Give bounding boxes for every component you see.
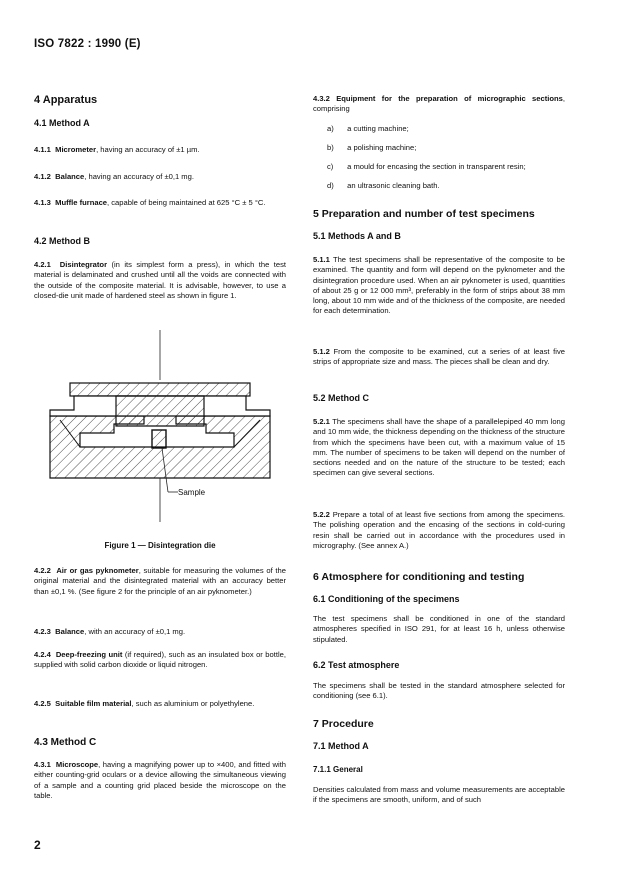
page-number: 2 [34,838,41,852]
figure-1-caption: Figure 1 — Disintegration die [104,541,216,550]
para-4-2-3: 4.2.3 Balance, with an accuracy of ±0,1 mg. [34,627,186,636]
para-4-2-4: 4.2.4 Deep-freezing unit (if required), such as an insulated box or bottle, supplied with solid carbon dioxide or liquid nitrogen. [34,650,286,670]
para-7-1-1: Densities calculated from mass and volume measurements are acceptable if the specimens are smooth, uniform, and of such [313,785,565,805]
para-6-1: The test specimens shall be conditioned in one of the standard atmospheres specified in ISO 291, for at least 16 h, unless otherwise stipulated. [313,614,565,644]
section-4-1-title: 4.1 Method A [34,118,90,128]
section-6-2-title: 6.2 Test atmosphere [313,660,400,670]
para-5-2-2: 5.2.2 Prepare a total of at least five sections from among the specimens. The polishing operation and the encasing of the sections in cold-curing resin shall be carried out in accordance with the procedures used in micrography. (See annex A.) [313,510,565,550]
list-item: c) a mould for encasing the section in transparent resin; [327,162,526,171]
sample-block [152,430,166,448]
list-item: d) an ultrasonic cleaning bath. [327,181,440,190]
section-5-title: 5 Preparation and number of test specimens [313,208,535,220]
equipment-list [313,124,565,191]
para-4-3-1: 4.3.1 Microscope, having a magnifying power up to ×400, and fitted with either counting-grid oculars or a device allowing the simultaneous viewing of a sample and a counting grid placed beside the microscope on the table. [34,760,286,800]
punch-plunger [116,396,204,426]
section-4-3-title: 4.3 Method C [34,737,97,748]
section-5-1-title: 5.1 Methods A and B [313,231,401,241]
para-4-1-3: 4.1.3 Muffle furnace, capable of being maintained at 625 °C ± 5 °C. [34,198,266,207]
para-4-1-2: 4.1.2 Balance, having an accuracy of ±0,1 mg. [34,172,194,181]
para-4-3-2: 4.3.2 Equipment for the preparation of micrographic sections, comprising [313,94,565,114]
list-item: b) a polishing machine; [327,143,417,152]
para-6-2: The specimens shall be tested in the standard atmosphere selected for conditioning (see 6.1). [313,681,565,701]
para-4-2-2: 4.2.2 Air or gas pyknometer, suitable for measuring the volumes of the original material and the disintegrated material with an accuracy better than ±0,1 %. (See figure 2 for the principle of an air pyknometer.) [34,566,286,596]
section-7-1-title: 7.1 Method A [313,741,369,751]
para-4-2-5: 4.2.5 Suitable film material, such as aluminium or polyethylene. [34,699,255,708]
figure-disintegration-die [34,330,286,530]
document-header: ISO 7822 : 1990 (E) [34,38,141,50]
sample-label: Sample [178,488,206,497]
section-6-title: 6 Atmosphere for conditioning and testing [313,571,525,583]
para-5-2-1: 5.2.1 The specimens shall have the shape of a parallelepiped 40 mm long and 10 mm wide, the thickness depending on the thickness of the structure from which the specimens have been cut, with a maximum value of 15 mm. The number of specimens to be taken will depend on the number of sections needed and on the nature of the structure to be tested; each specimen can give several sections. [313,417,565,478]
punch-top [70,383,250,396]
section-6-1-title: 6.1 Conditioning of the specimens [313,594,460,604]
section-7-1-1-title: 7.1.1 General [313,765,363,774]
section-5-2-title: 5.2 Method C [313,393,370,403]
list-item: a) a cutting machine; [327,124,409,133]
section-4-2-title: 4.2 Method B [34,236,91,246]
section-7-title: 7 Procedure [313,718,374,730]
section-4-title: 4 Apparatus [34,94,98,106]
para-5-1-2: 5.1.2 From the composite to be examined, cut a series of at least five strips of appropriate size and mass. The pieces shall be clean and dry. [313,347,565,367]
para-4-2-1: 4.2.1 Disintegrator (in its simplest form a press), in which the test material is delaminated and crushed until all the voids are connected with the outside of the composite material. It is advisable, however, to use a closed-die unit made of hardened steel as shown in figure 1. [34,260,286,300]
para-5-1-1: 5.1.1 The test specimens shall be representative of the composite to be examined. The quantity and form will depend on the pyknometer and the disintegration procedure used. When an air pyknometer is used, quantities of about 25 g or 12 000 mm³, preferably in the form of strips about 38 mm long, about 10 mm wide and of the thickness of the composite, are needed for each determination. [313,255,565,316]
para-4-1-1: 4.1.1 Micrometer, having an accuracy of ±1 µm. [34,145,200,154]
